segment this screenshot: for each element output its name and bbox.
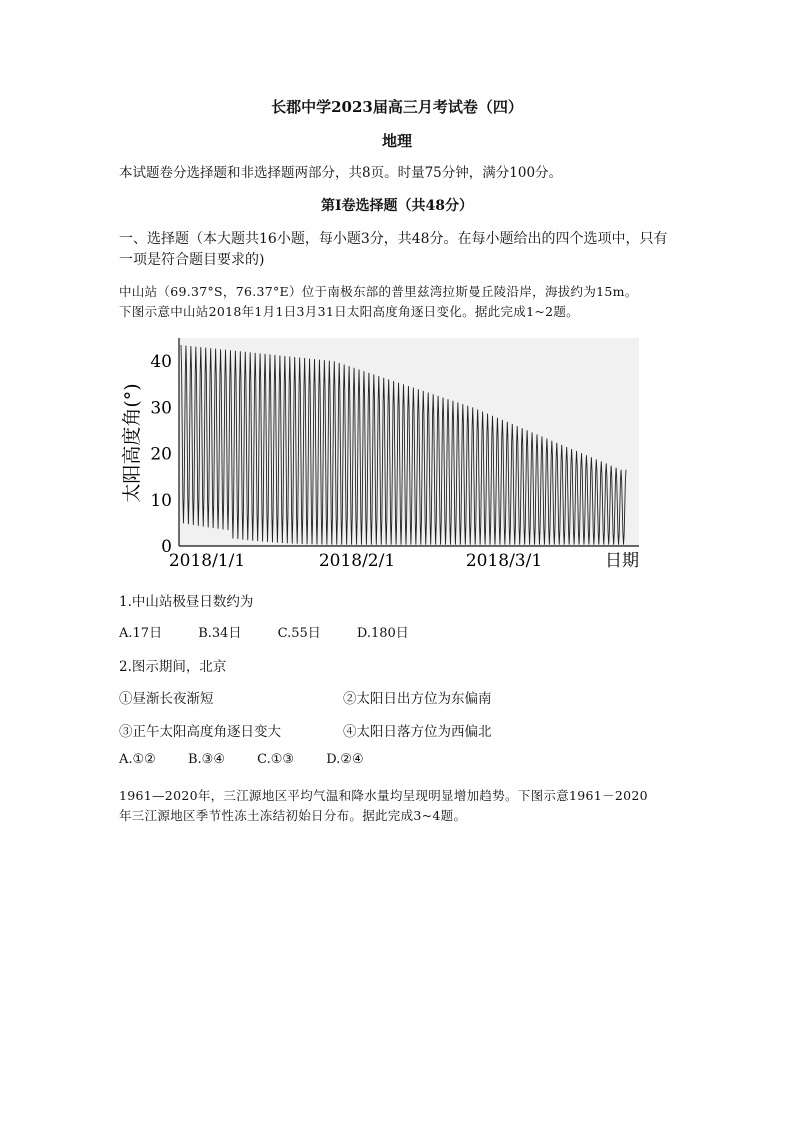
q2-statement-4: ④太阳日落方位为西偏北	[343, 724, 492, 740]
q2-statement-2: ②太阳日出方位为东偏南	[343, 691, 492, 707]
x-tick-label: 2018/2/1	[318, 551, 396, 571]
material2-line2: 年三江源地区季节性冻土冻结初始日分布。据此完成3~4题。	[119, 808, 467, 823]
q2-option-c[interactable]: C.①③	[257, 752, 295, 767]
question-1-stem: 1.中山站极昼日数约为	[119, 594, 254, 610]
y-tick-label: 10	[150, 490, 172, 511]
material1-line2: 下图示意中山站2018年1月1日3月31日太阳高度角逐日变化。据此完成1~2题。	[119, 304, 579, 319]
x-tick-label: 2018/1/1	[168, 551, 246, 571]
solar-altitude-chart	[121, 335, 644, 571]
q2-option-d[interactable]: D.②④	[326, 752, 364, 767]
page-title: 长郡中学2023届高三月考试卷（四）	[271, 98, 523, 116]
subject-title: 地理	[381, 132, 412, 150]
y-tick-label: 30	[150, 398, 172, 419]
q2-option-a[interactable]: A.①②	[119, 752, 156, 767]
y-tick-label: 0	[161, 537, 172, 557]
material2-line1: 1961—2020年，三江源地区平均气温和降水量均呈现明显增加趋势。下图示意1961－2020	[119, 788, 648, 803]
part-title: 第Ⅰ卷选择题（共48分）	[320, 198, 474, 214]
y-axis-label: 太阳高度角(°)	[121, 383, 143, 503]
y-tick-label: 20	[150, 444, 172, 465]
q2-option-b[interactable]: B.③④	[187, 752, 225, 767]
q2-statement-3: ③正午太阳高度角逐日变大	[119, 724, 281, 740]
x-axis-label: 日期	[605, 551, 639, 571]
q2-statement-1: ①昼渐长夜渐短	[119, 691, 214, 707]
q1-option-b[interactable]: B.34日	[198, 626, 242, 641]
section-instruction-line1: 一、选择题（本大题共16小题，每小题3分，共48分。在每小题给出的四个选项中，只有	[119, 231, 668, 247]
question-2-options	[119, 752, 392, 767]
material1-line1: 中山站（69.37°S，76.37°E）位于南极东部的普里兹湾拉斯曼丘陵沿岸，海拔约为15m。	[119, 284, 638, 299]
q1-option-a[interactable]: A.17日	[119, 626, 163, 641]
question-1-options	[119, 622, 441, 641]
y-tick-label: 40	[150, 352, 172, 373]
q1-option-c[interactable]: C.55日	[277, 626, 321, 641]
q1-option-d[interactable]: D.180日	[356, 626, 409, 641]
question-2-stem: 2.图示期间，北京	[119, 659, 227, 675]
exam-intro: 本试题卷分选择题和非选择题两部分，共8页。时量75分钟，满分100分。	[119, 165, 563, 181]
x-tick-label: 2018/3/1	[465, 551, 543, 571]
section-instruction-line2: 一项是符合题目要求的)	[119, 252, 265, 268]
